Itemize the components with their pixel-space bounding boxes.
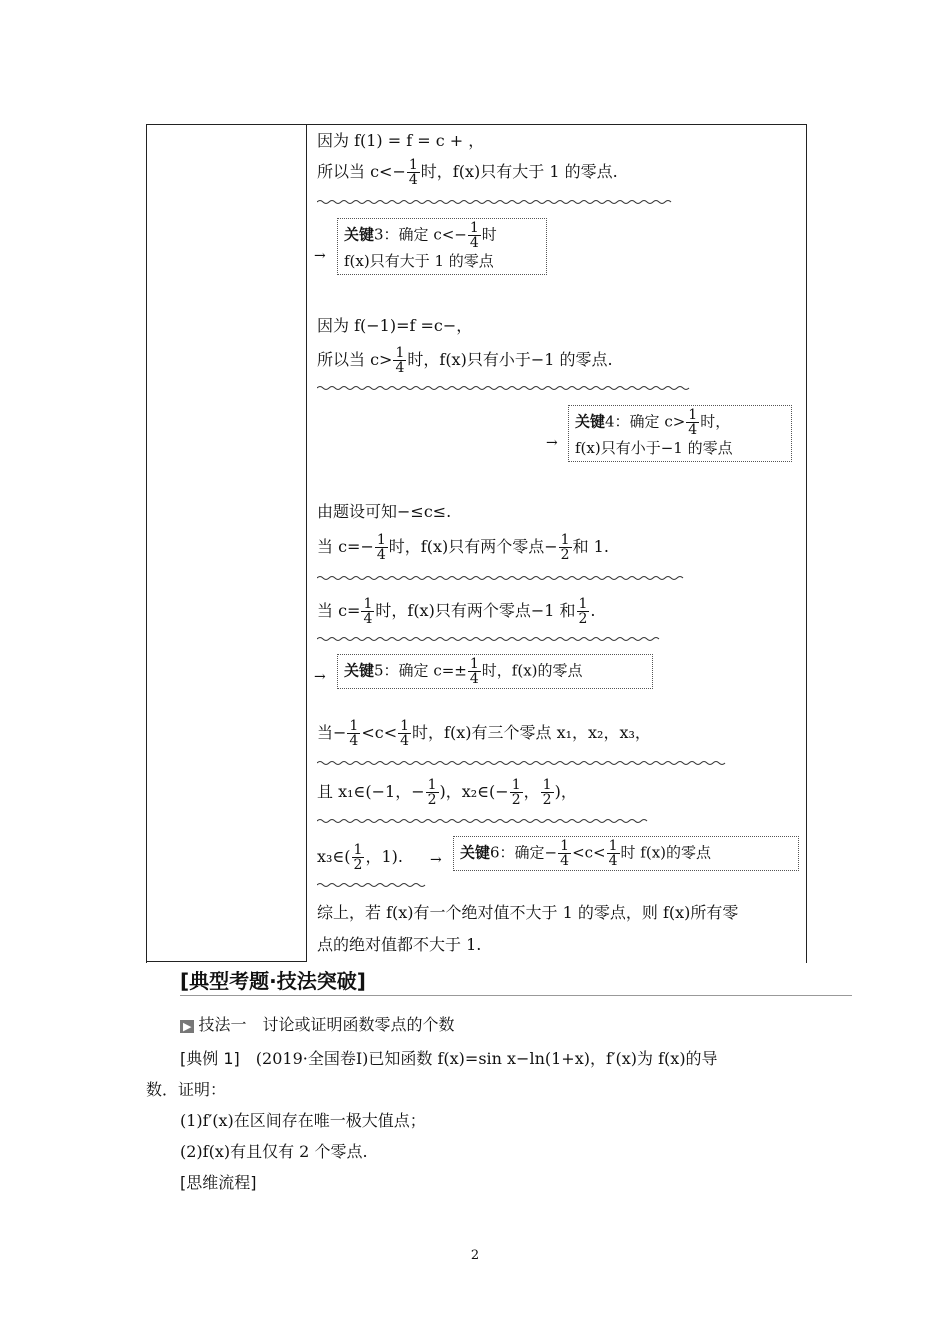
method-heading (180, 1012, 454, 1035)
text: 时，f(x)只有大于 1 的零点. (420, 162, 618, 181)
key-box-3 (337, 218, 547, 275)
example-text: (2019·全国卷Ⅰ)已知函数 f(x)=sin x−ln(1+x)，f′(x)为 f(x)的导 (255, 1049, 718, 1068)
wavy-underline (317, 199, 673, 205)
text: ，1). (365, 847, 403, 866)
question-1: (1)f′(x)在区间存在唯一极大值点； (180, 1111, 426, 1130)
line-range: 由题设可知−≤c≤. (317, 502, 452, 521)
key-label: 关键 (575, 412, 606, 431)
num: 1 (578, 596, 588, 612)
wavy-underline (317, 575, 689, 581)
key-text: f(x)只有大于 1 的零点 (344, 252, 494, 270)
num: 1 (560, 838, 570, 854)
wavy-underline (317, 385, 693, 391)
conclusion-line-1: 综上，若 f(x)有一个绝对值不大于 1 的零点，则 f(x)所有零 (317, 903, 739, 922)
fraction-1-2 (426, 778, 439, 807)
table-bottom-left-border (146, 961, 306, 962)
key-label: 关键 (344, 225, 375, 244)
text: ， (523, 782, 540, 801)
arrow-icon: → (314, 248, 326, 264)
num: 1 (542, 777, 552, 793)
text: 时，f(x)只有两个零点−1 和 (375, 601, 576, 620)
text: 5：确定 c=± (374, 661, 467, 680)
text: 当 c= (317, 601, 361, 620)
den: 2 (427, 792, 437, 808)
num: 1 (400, 718, 410, 734)
den: 2 (578, 611, 588, 627)
num: 1 (560, 532, 570, 548)
num: 1 (376, 532, 386, 548)
num: 1 (395, 345, 405, 361)
line-c-greater (317, 346, 613, 375)
fraction-1-2 (559, 533, 572, 562)
text: 6：确定− (490, 843, 558, 862)
den: 4 (376, 547, 386, 563)
num: 1 (353, 842, 363, 858)
fraction-1-2 (510, 778, 523, 807)
den: 4 (608, 853, 618, 869)
fraction-1-2 (577, 597, 590, 626)
den: 4 (469, 671, 479, 687)
text: 和 1. (572, 537, 609, 556)
num: 1 (608, 838, 618, 854)
key-label: 关键 (460, 843, 491, 862)
text: 时 f(x)的零点 (620, 843, 712, 862)
key-box-4 (568, 405, 792, 462)
conclusion-line-2: 点的绝对值都不大于 1. (317, 935, 482, 954)
fraction-1-2 (541, 778, 554, 807)
line-c-eq-neg (317, 533, 609, 562)
example-label: [典例 1] (180, 1049, 240, 1068)
den: 4 (400, 733, 410, 749)
table-divider (306, 124, 307, 962)
text: 时，f(x)的零点 (481, 661, 583, 680)
key-box-5 (337, 654, 653, 689)
key-label: 关键 (344, 661, 375, 680)
text: 所以当 c<− (317, 162, 406, 181)
arrow-icon: → (430, 852, 442, 868)
wavy-underline (317, 760, 729, 766)
text: 时，f(x)有三个零点 x₁，x₂，x₃， (412, 723, 651, 742)
text: 时， (700, 412, 731, 431)
line-x3 (317, 843, 403, 872)
num: 1 (469, 220, 479, 236)
num: 1 (363, 596, 373, 612)
den: 4 (363, 611, 373, 627)
line-x1-x2 (317, 778, 577, 807)
section-title: [典型考题·技法突破] (180, 969, 366, 993)
wavy-underline (317, 882, 429, 888)
fraction-1-4 (398, 719, 411, 748)
text: )，x₂∈(− (439, 782, 509, 801)
text: 4：确定 c> (605, 412, 686, 431)
text: 当− (317, 723, 347, 742)
den: 4 (408, 172, 418, 188)
num: 1 (469, 656, 479, 672)
den: 4 (469, 235, 479, 251)
den: 4 (349, 733, 359, 749)
text: 时，f(x)只有两个零点− (388, 537, 558, 556)
text: 且 x₁∈(−1，− (317, 782, 425, 801)
den: 4 (688, 422, 698, 438)
fraction-1-2 (352, 843, 365, 872)
line-f-minus1: 因为 f(−1)=f =c−， (317, 316, 473, 335)
page-number: 2 (470, 1248, 480, 1263)
line-c-eq-pos (317, 597, 596, 626)
arrow-icon: → (546, 435, 558, 451)
line-f1: 因为 f(1) = f = c + ， (317, 131, 485, 150)
line-three-zeros (317, 719, 651, 748)
method-text: 技法一 讨论或证明函数零点的个数 (198, 1015, 455, 1034)
text: 当 c=− (317, 537, 374, 556)
text: x₃∈( (317, 847, 351, 866)
fraction-1-4 (347, 719, 360, 748)
num: 1 (427, 777, 437, 793)
den: 2 (542, 792, 552, 808)
fraction-1-4 (375, 533, 388, 562)
den: 2 (560, 547, 570, 563)
flow-heading: [思维流程] (180, 1173, 257, 1192)
fraction-1-4 (393, 346, 406, 375)
num: 1 (349, 718, 359, 734)
example-line-1 (180, 1046, 718, 1069)
den: 2 (511, 792, 521, 808)
den: 4 (395, 360, 405, 376)
fraction-1-4 (407, 158, 420, 187)
wavy-underline (317, 818, 653, 824)
line-c-less (317, 158, 618, 187)
key-box-6 (453, 836, 799, 871)
fraction-1-4 (686, 408, 699, 437)
text: 时，f(x)只有小于−1 的零点. (407, 350, 613, 369)
num: 1 (408, 157, 418, 173)
fraction-1-4 (558, 839, 571, 868)
fraction-1-4 (468, 657, 481, 686)
question-2: (2)f(x)有且仅有 2 个零点. (180, 1142, 368, 1161)
fraction-1-4 (607, 839, 620, 868)
text: <c< (361, 723, 398, 742)
text: 时 (481, 225, 497, 244)
example-line-2: 数．证明： (146, 1080, 227, 1099)
text: 所以当 c> (317, 350, 393, 369)
den: 4 (560, 853, 570, 869)
text: <c< (572, 843, 606, 862)
text: 3：确定 c<− (374, 225, 467, 244)
text: )， (554, 782, 577, 801)
fraction-1-4 (468, 221, 481, 250)
num: 1 (688, 407, 698, 423)
section-divider (180, 995, 852, 996)
wavy-underline (317, 636, 661, 642)
den: 2 (353, 857, 363, 873)
arrow-icon: → (314, 669, 326, 685)
text: . (590, 601, 596, 620)
key-text: f(x)只有小于−1 的零点 (575, 439, 733, 457)
fraction-1-4 (361, 597, 374, 626)
num: 1 (511, 777, 521, 793)
play-icon: ▶ (180, 1020, 194, 1033)
